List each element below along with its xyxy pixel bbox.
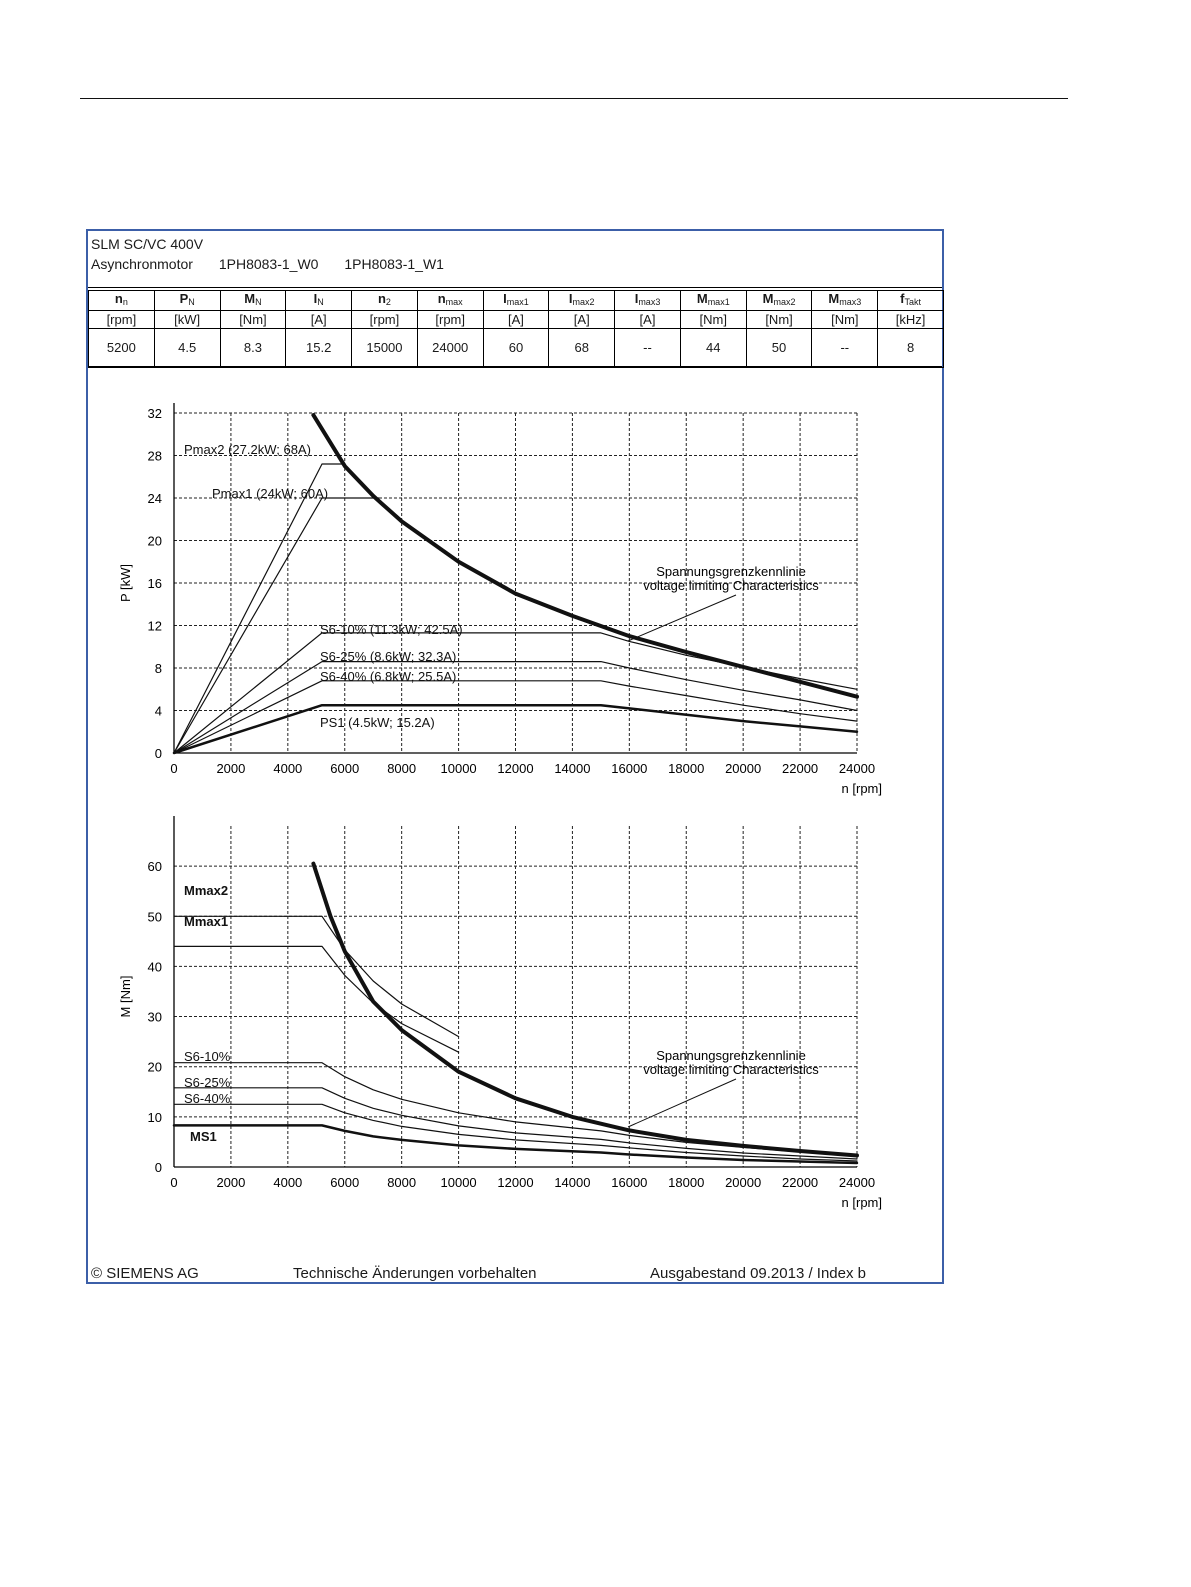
y-tick-label: 0 [154, 746, 162, 761]
x-tick-label: 6000 [330, 761, 360, 776]
y-tick-label: 28 [147, 448, 162, 464]
symbol-sub: max2 [572, 297, 595, 307]
y-tick-label: 24 [147, 491, 162, 506]
series-label: S6-25% [184, 1075, 231, 1090]
edition: Ausgabestand 09.2013 / Index b [650, 1265, 867, 1282]
symbol-main: I [503, 291, 507, 306]
x-tick-label: 16000 [611, 761, 648, 776]
spec-unit-cell: [rpm] [89, 311, 155, 329]
y-tick-label: 20 [147, 533, 162, 549]
x-tick-label: 10000 [440, 1175, 477, 1190]
series-label: S6-40% [184, 1091, 231, 1106]
symbol-main: I [568, 291, 573, 306]
spec-value-cell: 24000 [417, 329, 483, 368]
y-tick-label: 40 [147, 959, 162, 975]
symbol-main: P [179, 291, 189, 306]
x-tick-label: 14000 [554, 761, 591, 776]
x-tick-label: 16000 [611, 1175, 648, 1190]
spec-value-cell: 44 [680, 329, 746, 368]
spec-value-cell: 8.3 [220, 329, 286, 368]
symbol-sub: max3 [839, 297, 862, 307]
annotation-text: voltage limiting Characteristics [643, 1062, 819, 1077]
x-axis-label: n [rpm] [841, 1195, 882, 1210]
y-tick-label: 16 [147, 576, 162, 591]
y-axis-label: P [kW] [118, 563, 133, 603]
y-tick-label: 30 [147, 1009, 162, 1025]
spec-value-cell: 60 [483, 329, 549, 368]
x-tick-label: 6000 [330, 1175, 360, 1190]
x-tick-label: 22000 [782, 761, 819, 776]
spec-unit-cell: [kHz] [878, 311, 944, 329]
y-tick-label: 20 [147, 1059, 162, 1075]
y-tick-label: 10 [147, 1109, 162, 1125]
y-tick-label: 60 [147, 859, 162, 875]
annotation-text: Spannungsgrenzkennlinie [656, 1048, 806, 1063]
x-tick-label: 2000 [216, 761, 246, 776]
x-tick-label: 20000 [725, 1175, 762, 1190]
symbol-sub: max2 [773, 297, 796, 307]
y-tick-label: 4 [154, 703, 162, 719]
datasheet [86, 229, 944, 1284]
symbol-main: n [114, 291, 123, 306]
spec-value-cell: 5200 [89, 329, 155, 368]
symbol-main: n [377, 291, 386, 306]
series-label: Mmax2 [184, 883, 229, 898]
x-tick-label: 22000 [782, 1175, 819, 1190]
series-label: PS1 (4.5kW; 15.2A) [320, 715, 435, 730]
x-tick-label: 0 [170, 1175, 178, 1190]
symbol-sub: n [122, 297, 128, 307]
symbol-sub: 2 [385, 297, 391, 307]
series-label: S6-25% (8.6kW; 32.3A) [320, 649, 457, 664]
symbol-main: f [900, 291, 905, 306]
annotation-leader-line [628, 595, 736, 641]
x-tick-label: 8000 [387, 761, 417, 776]
copyright: © SIEMENS AG [91, 1265, 199, 1282]
spec-unit-cell: [A] [549, 311, 615, 329]
y-tick-label: 0 [154, 1160, 162, 1175]
x-tick-label: 20000 [725, 761, 762, 776]
change-notice: Technische Änderungen vorbehalten [293, 1265, 537, 1282]
spec-unit-cell: [rpm] [352, 311, 418, 329]
symbol-sub: max3 [638, 297, 661, 307]
spec-unit-cell: [rpm] [417, 311, 483, 329]
x-tick-label: 12000 [497, 761, 534, 776]
symbol-sub: N [188, 297, 195, 307]
symbol-sub: max [445, 297, 463, 307]
x-tick-label: 18000 [668, 1175, 705, 1190]
y-tick-label: 32 [147, 406, 162, 421]
top-rule [80, 98, 1068, 99]
y-tick-label: 50 [147, 909, 162, 925]
series-label: MS1 [190, 1129, 217, 1144]
x-axis-label: n [rpm] [841, 781, 882, 796]
x-tick-label: 18000 [668, 761, 705, 776]
symbol-main: M [762, 291, 774, 306]
x-tick-label: 0 [170, 761, 178, 776]
spec-unit-cell: [Nm] [812, 311, 878, 329]
symbol-main: I [634, 291, 639, 306]
spec-unit-cell: [Nm] [746, 311, 812, 329]
spec-value-cell: 15.2 [286, 329, 352, 368]
spec-value-cell: 50 [746, 329, 812, 368]
symbol-main: n [437, 291, 446, 306]
spec-unit-cell: [Nm] [680, 311, 746, 329]
spec-unit-cell: [A] [286, 311, 352, 329]
x-tick-label: 2000 [216, 1175, 246, 1190]
annotation-text: Spannungsgrenzkennlinie [656, 564, 806, 579]
symbol-main: M [244, 291, 256, 306]
series-label: S6-10% (11.3kW; 42.5A) [320, 622, 463, 637]
x-tick-label: 8000 [387, 1175, 417, 1190]
model-b: 1PH8083-1_W1 [344, 256, 444, 272]
symbol-main: M [696, 291, 708, 306]
series-line [174, 946, 459, 1052]
spec-value-cell: -- [615, 329, 681, 368]
y-axis-label: M [Nm] [118, 975, 133, 1018]
y-tick-label: 8 [154, 661, 162, 676]
x-tick-label: 24000 [838, 1175, 876, 1190]
annotation-text: voltage limiting Characteristics [643, 578, 819, 593]
x-tick-label: 4000 [273, 761, 303, 776]
symbol-sub: max1 [506, 297, 529, 307]
annotation-leader-line [628, 1079, 736, 1127]
symbol-sub: N [317, 297, 324, 307]
series-label: Pmax1 (24kW; 60A) [212, 486, 329, 501]
symbol-sub: max1 [707, 297, 730, 307]
voltage-limit-line [313, 864, 857, 1156]
spec-unit-cell: [Nm] [220, 311, 286, 329]
x-tick-label: 14000 [554, 1175, 591, 1190]
spec-value-cell: 68 [549, 329, 615, 368]
power-chart [88, 231, 944, 1282]
x-tick-label: 10000 [440, 761, 477, 776]
spec-unit-cell: [A] [483, 311, 549, 329]
series-label: Pmax2 (27.2kW; 68A) [184, 442, 311, 457]
y-tick-label: 12 [147, 618, 162, 634]
motor-type: Asynchronmotor [91, 256, 193, 272]
spec-value-cell: 4.5 [154, 329, 220, 368]
model-a: 1PH8083-1_W0 [218, 256, 319, 272]
spec-value-cell: 8 [878, 329, 944, 368]
x-tick-label: 24000 [838, 761, 876, 776]
symbol-main: I [313, 291, 318, 306]
x-tick-label: 12000 [497, 1175, 534, 1190]
series-label: S6-40% (6.8kW; 25.5A) [320, 669, 457, 684]
series-label: Mmax1 [184, 914, 229, 929]
symbol-main: M [828, 291, 840, 306]
symbol-sub: Takt [904, 297, 922, 307]
series-label: S6-10% [184, 1049, 231, 1064]
spec-unit-cell: [kW] [154, 311, 220, 329]
x-tick-label: 4000 [273, 1175, 303, 1190]
symbol-sub: N [255, 297, 262, 307]
spec-value-cell: -- [812, 329, 878, 368]
spec-value-cell: 15000 [352, 329, 418, 368]
spec-unit-cell: [A] [615, 311, 681, 329]
series-line [174, 916, 459, 1036]
system-label: SLM SC/VC 400V [91, 236, 204, 252]
